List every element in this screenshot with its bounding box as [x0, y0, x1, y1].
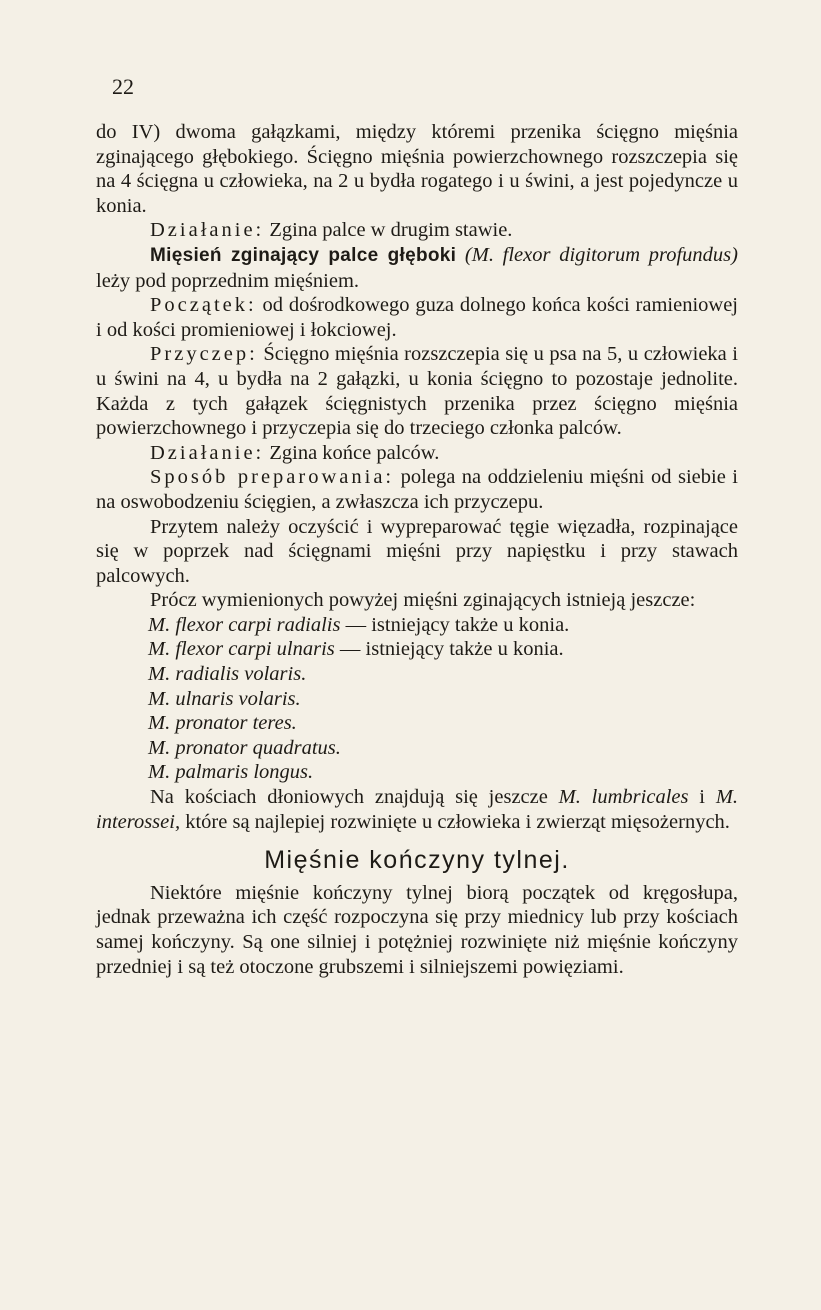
list-item	[96, 613, 738, 638]
paragraph	[96, 588, 738, 613]
body-text	[96, 120, 738, 979]
paragraph	[96, 342, 738, 440]
latin-name: M. flexor carpi ulnaris	[148, 638, 335, 661]
latin-name: M. pronator teres.	[148, 712, 297, 735]
list-item	[96, 711, 738, 736]
list-item	[96, 687, 738, 712]
list-item	[96, 736, 738, 761]
paragraph-text: Przytem należy oczyścić i wypreparować tęgie więzadła, rozpinające się w poprzek nad ścięgnami mięśni przy napięstku i przy stawach palcowych.	[96, 515, 738, 587]
paragraph	[96, 243, 738, 293]
latin-name: M. interossei,	[96, 786, 739, 833]
paragraph-text: leży pod poprzednim mięśniem.	[96, 269, 360, 292]
paragraph	[96, 515, 738, 589]
paragraph-text: Zgina palce w drugim stawie.	[264, 219, 513, 242]
latin-name: M. lumbricales	[558, 786, 689, 809]
list-item	[96, 637, 738, 662]
paragraph-text: polega na oddzieleniu mięśni od siebie i na oswobodzeniu ścięgien, a zwłaszcza ich przyczepu.	[96, 466, 738, 513]
paragraph-text: które są najlepiej rozwinięte u człowieka i zwierząt mięsożernych.	[180, 810, 730, 833]
list-item-text: — istniejący także u konia.	[334, 638, 564, 661]
latin-name: M. radialis volaris.	[148, 663, 307, 686]
paragraph-text: Prócz wymienionych powyżej mięśni zginających istnieją jeszcze:	[150, 589, 696, 612]
paragraph	[96, 881, 738, 979]
paragraph-text: Zgina końce palców.	[264, 441, 440, 464]
paragraph	[96, 441, 738, 466]
paragraph	[96, 465, 738, 514]
spaced-label: Działanie:	[150, 219, 265, 242]
page-number: 22	[112, 74, 134, 99]
paragraph	[96, 293, 738, 342]
section-title: Mięśnie kończyny tylnej.	[264, 846, 570, 875]
paragraph-text: Na kościach dłoniowych znajdują się jeszcze	[150, 786, 559, 809]
spaced-label: Sposób preparowania:	[150, 466, 395, 489]
muscle-heading: Mięsień zginający palce głęboki	[150, 244, 457, 266]
paragraph-text: do IV) dwoma gałązkami, między któremi przenika ścięgno mięśnia zginającego głębokiego. Ścięgno mięśnia powierzchownego rozszczepia się na 4 ścięgna u człowieka, na 2 u bydła rogatego i u świni, a jest pojedyncze u konia.	[96, 121, 738, 217]
paragraph-text: i	[688, 786, 716, 809]
list-item	[96, 760, 738, 785]
latin-name: M. ulnaris volaris.	[148, 687, 301, 710]
paragraph-text: Niektóre mięśnie kończyny tylnej biorą początek od kręgosłupa, jednak przeważna ich część rozpoczyna się przy miednicy lub przy kościach samej kończyny. Są one silniej i potężniej rozwinięte niż mięśnie kończyny przedniej i są też otoczone grubszemi i silniejszemi powięziami.	[96, 881, 738, 978]
list-item	[96, 662, 738, 687]
spaced-label: Działanie:	[150, 441, 265, 464]
latin-name: (M. flexor digitorum profundus)	[456, 243, 738, 266]
paragraph-text: od dośrodkowego guza dolnego końca kości ramieniowej i od kości promieniowej i łokciowej.	[96, 294, 738, 341]
paragraph	[96, 120, 738, 218]
latin-name: M. flexor carpi radialis	[148, 613, 341, 636]
latin-name: M. pronator quadratus.	[148, 736, 341, 759]
list-item-text: — istniejący także u konia.	[340, 613, 570, 636]
paragraph-text: Ścięgno mięśnia rozszczepia się u psa na 5, u człowieka i u świni na 4, u bydła na 2 gałązki, u konia ścięgno to pozostaje jednolite. Każda z tych gałązek ścięgnistych przenika przez ścięgno mięśnia powierzchownego i przyczepia się do trzeciego członka palców.	[96, 343, 738, 440]
spaced-label: Początek:	[150, 294, 257, 317]
paragraph	[96, 785, 738, 834]
paragraph	[96, 218, 738, 243]
latin-name: M. palmaris longus.	[148, 761, 314, 784]
spaced-label: Przyczep:	[150, 343, 258, 366]
